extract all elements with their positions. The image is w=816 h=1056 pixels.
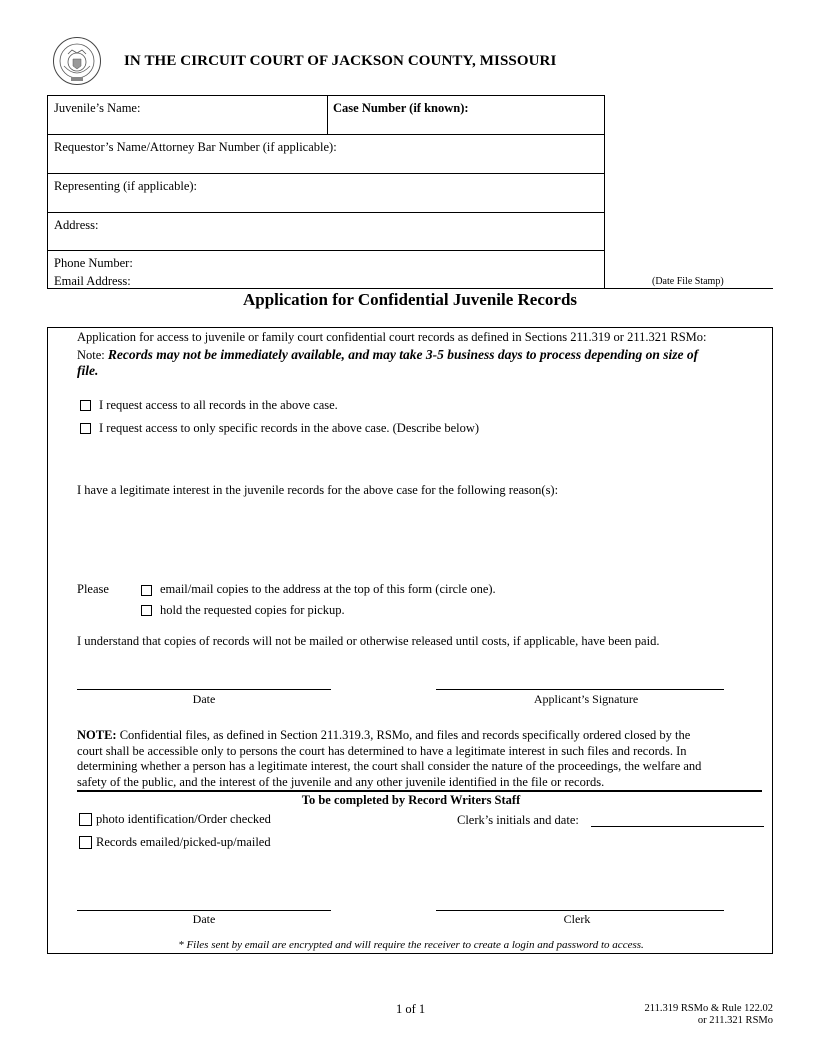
staff-date-line[interactable] xyxy=(77,910,331,911)
requestor-info-table xyxy=(47,95,605,288)
photo-id-label: photo identification/Order checked xyxy=(96,812,271,826)
note-line-2: file. xyxy=(77,363,99,378)
clerk-initials-line[interactable] xyxy=(591,826,764,827)
date-file-stamp: (Date File Stamp) xyxy=(652,276,724,287)
confidential-note: NOTE: Confidential files, as defined in Section 211.319.3, RSMo, and files and records specifically ordered closed by the court shall be accessible only to persons the court has determined to have a legitimate interest in such files and records. In determining whether a person has a legitimate interest, the court shall consider the nature of the proceedings, the welfare and safety of the public, and the interest of the juvenile and any other juvenile identified in the file or records. xyxy=(77,728,702,789)
request-all-label: I request access to all records in the above case. xyxy=(99,398,338,412)
representing-field[interactable]: Representing (if applicable): xyxy=(54,179,197,193)
clerk-caption: Clerk xyxy=(563,912,591,926)
row-requestor xyxy=(48,135,604,174)
email-encryption-footnote: * Files sent by email are encrypted and will require the receiver to create a login and password to access. xyxy=(178,939,644,951)
requestor-field[interactable]: Requestor’s Name/Attorney Bar Number (if applicable): xyxy=(54,140,337,154)
court-title: IN THE CIRCUIT COURT OF JACKSON COUNTY, MISSOURI xyxy=(124,53,557,69)
page-number: 1 of 1 xyxy=(396,1002,426,1016)
request-specific-label: I request access to only specific records in the above case. (Describe below) xyxy=(99,421,480,435)
statute-reference: 211.319 RSMo & Rule 122.02 or 211.321 RSMo xyxy=(644,1003,773,1026)
email-mail-label: email/mail copies to the address at the top of this form (circle one). xyxy=(160,582,496,596)
request-all-checkbox[interactable] xyxy=(80,400,91,411)
email-mail-checkbox[interactable] xyxy=(141,585,152,596)
row-address xyxy=(48,213,604,251)
hold-pickup-checkbox[interactable] xyxy=(141,605,152,616)
photo-id-checkbox[interactable] xyxy=(79,813,92,826)
clerk-initials-label: Clerk’s initials and date: xyxy=(457,813,579,827)
please-label: Please xyxy=(77,582,109,596)
staff-date-caption: Date xyxy=(192,912,216,926)
records-sent-label: Records emailed/picked-up/mailed xyxy=(96,835,271,849)
county-seal-logo xyxy=(52,36,102,86)
address-field[interactable]: Address: xyxy=(54,218,99,232)
hold-pickup-label: hold the requested copies for pickup. xyxy=(160,603,345,617)
legitimate-interest-text: I have a legitimate interest in the juvenile records for the above case for the following reason(s): xyxy=(77,483,559,497)
staff-section-heading: To be completed by Record Writers Staff xyxy=(301,793,521,807)
row-representing xyxy=(48,174,604,213)
date-caption: Date xyxy=(192,692,216,706)
applicant-signature-caption: Applicant’s Signature xyxy=(533,692,639,706)
application-form-box xyxy=(47,327,773,954)
note-line: Note: Records may not be immediately available, and may take 3-5 business days to process depending on size of xyxy=(77,347,699,362)
staff-divider xyxy=(77,790,762,792)
juvenile-name-field[interactable]: Juvenile’s Name: xyxy=(54,101,141,115)
costs-statement: I understand that copies of records will not be mailed or otherwise released until costs, if applicable, have been paid. xyxy=(77,634,660,648)
phone-field[interactable]: Phone Number: xyxy=(54,256,133,270)
date-line[interactable] xyxy=(77,689,331,690)
records-sent-checkbox[interactable] xyxy=(79,836,92,849)
row-juvenile-case xyxy=(48,96,604,135)
email-field[interactable]: Email Address: xyxy=(54,274,131,288)
stamp-divider xyxy=(47,288,773,289)
clerk-signature-line[interactable] xyxy=(436,910,724,911)
case-number-field[interactable]: Case Number (if known): xyxy=(333,101,469,115)
application-title: Application for Confidential Juvenile Records xyxy=(242,290,578,309)
applicant-signature-line[interactable] xyxy=(436,689,724,690)
request-specific-checkbox[interactable] xyxy=(80,423,91,434)
row-contact xyxy=(48,251,604,289)
intro-text: Application for access to juvenile or family court confidential court records as defined in Sections 211.319 or 211.321 RSMo: xyxy=(77,330,707,344)
